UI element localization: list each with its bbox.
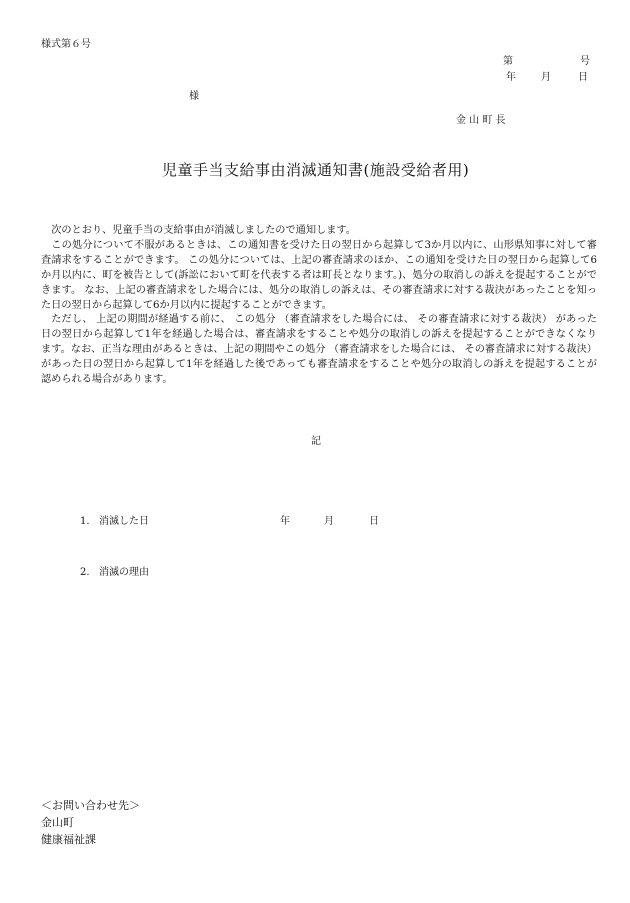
document-title: 児童手当支給事由消滅通知書(施設受給者用) (162, 161, 470, 179)
contact-dept: 健康福祉課 (41, 833, 96, 846)
contact-org: 金山町 (41, 816, 74, 829)
item2-number: 2. (80, 567, 90, 578)
issuer-name: 金 山 町 長 (456, 115, 506, 126)
date-year-label: 年 (506, 72, 516, 83)
contact-heading: ＜お問い合わせ先＞ (41, 799, 140, 812)
addressee-suffix: 様 (189, 91, 199, 102)
notice-paragraph: 次のとおり、児童手当の支給事由が消滅しましたので通知します。 (51, 225, 356, 236)
item1-day-label: 日 (369, 516, 379, 527)
notice-paragraph: ただし、 上記の期間が経過する前に、 この処分 （審査請求をした場合には、 その審査請求に対する裁決） があった日の翌日から起算して1年を経過した場合は、審査請求をすることや処分の取消しの訴えを提起することができなくなります。なお、正当な理由があるときは、上記の期間やこの処分 （審査請求をした場合には、 その審査請求に対する裁決） があった日の翌日から起算して1年を経過した後であっても審査請求をすることや処分の取消しの訴えを提起することが認められる場合があります。 (41, 314, 597, 386)
item1-label: 消滅した日 (99, 516, 149, 527)
contact-block (41, 797, 140, 848)
item2-label: 消滅の理由 (99, 567, 149, 578)
item1-number: 1. (80, 516, 90, 527)
item1-month-label: 月 (324, 516, 334, 527)
notice-paragraph: この処分について不服があるときは、この通知書を受けた日の翌日から起算して3か月以内に、山形県知事に対して審査請求をすることができます。 この処分については、上記の審査請求のほか、この通知を受けた日の翌日から起算して6か月以内に、町を被告として(訴訟において町を代表する者は町長となります。)、処分の取消しの訴えを提起することができます。 なお、上記の審査請求をした場合には、処分の取消しの訴えは、その審査請求に対する裁決があったことを知った日の翌日から起算して6か月以内に提起することができます。 (41, 239, 597, 311)
number-suffix: 号 (580, 56, 590, 67)
date-day-label: 日 (578, 72, 588, 83)
number-prefix: 第 (503, 56, 513, 67)
ki-heading: 記 (311, 436, 321, 447)
notice-body (41, 224, 597, 388)
item1-year-label: 年 (280, 516, 290, 527)
form-number: 様式第６号 (41, 39, 91, 50)
date-month-label: 月 (541, 72, 551, 83)
